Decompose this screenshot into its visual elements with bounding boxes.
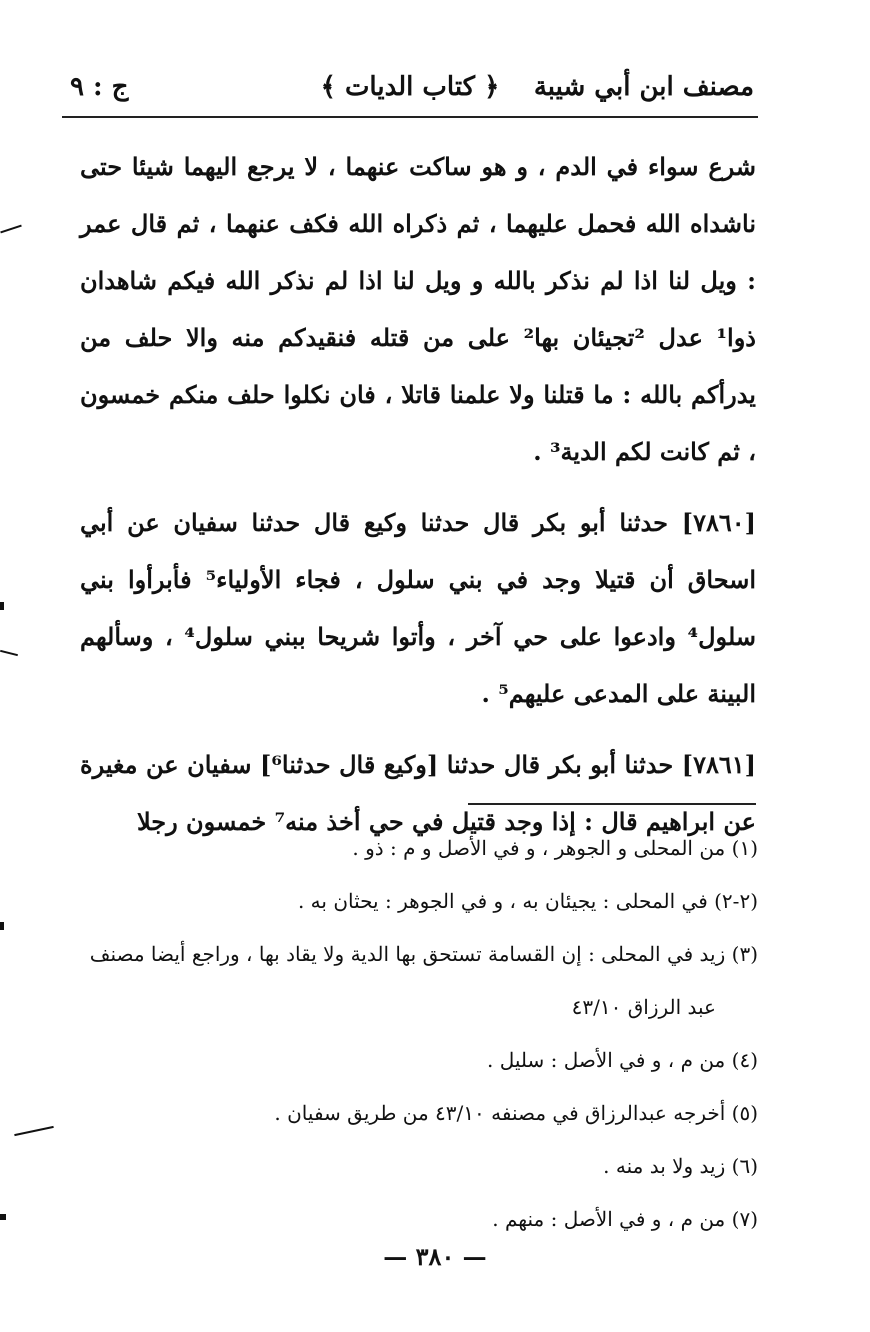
scan-mark (0, 922, 4, 930)
paragraph-7861: [٧٨٦١] حدثنا أبو بكر قال حدثنا [وكيع قال حدثنا⁶] سفيان عن مغيرة عن ابراهيم قال : إذا وجد قتيل في حي أخذ منه⁷ خمسون رجلا (80, 750, 756, 836)
main-text (80, 138, 756, 850)
scan-mark (0, 602, 4, 610)
paragraph-7860: [٧٨٦٠] حدثنا أبو بكر قال حدثنا وكيع قال حدثنا سفيان عن أبي اسحاق أن قتيلا وجد في بني سلول ، فجاء الأولياء⁵ فأبرأوا بني سلول⁴ وادعوا على حي آخر ، وأتوا شريحا ببني سلول⁴ ، وسألهم البينة على المدعى عليهم⁵ . (80, 508, 756, 708)
footnote-1: (١) من المحلى و الجوهر ، و في الأصل و م : ذو . (352, 836, 758, 860)
scan-mark (0, 225, 22, 234)
footnote-3: (٣) زيد في المحلى : إن القسامة تستحق بها الدية ولا يقاد بها ، وراجع أيضا مصنف (89, 942, 758, 966)
footnote-5: (٥) أخرجه عبدالرزاق في مصنفه ٤٣/١٠ من طريق سفيان . (274, 1101, 758, 1125)
footnote-6: (٦) زيد ولا بد منه . (603, 1154, 758, 1178)
scan-mark (0, 650, 18, 656)
footnotes (82, 822, 758, 1246)
scan-mark (0, 1214, 6, 1220)
footnote-2: (٢-٢) في المحلى : يجيئان به ، و في الجوهر : يحثان به . (297, 889, 758, 913)
footnote-4: (٤) من م ، و في الأصل : سليل . (487, 1048, 758, 1072)
paragraph-1: شرع سواء في الدم ، و هو ساكت عنهما ، لا يرجع اليهما شيئا حتى ناشداه الله فحمل عليهما ، ثم ذكراه الله فكف عنهما ، ثم قال عمر : ويل لنا اذا لم نذكر بالله و ويل لنا اذا لم نذكر الله فيكم شاهدان ذوا¹ عدل ²تجيئان بها² على من قتله فنقيدكم منه والا حلف من يدرأكم بالله : ما قتلنا ولا علمنا قاتلا ، فان نكلوا حلف منكم خمسون ، ثم كانت لكم الدية³ . (80, 152, 757, 466)
footnote-7: (٧) من م ، و في الأصل : منهم . (492, 1207, 758, 1231)
page-number: — ٣٨٠ — (383, 1242, 487, 1271)
running-header (60, 66, 760, 112)
footnote-divider (468, 803, 756, 805)
header-divider (62, 116, 758, 118)
chapter-title: ﴿ كتاب الديات ﴾ (320, 72, 500, 102)
book-title: مصنف ابن أبي شيبة (533, 72, 754, 102)
footnote-3-continuation: عبد الرزاق ٤٣/١٠ (571, 995, 716, 1019)
volume-label: ج : ٩ (70, 72, 129, 102)
scan-mark (14, 1126, 54, 1136)
